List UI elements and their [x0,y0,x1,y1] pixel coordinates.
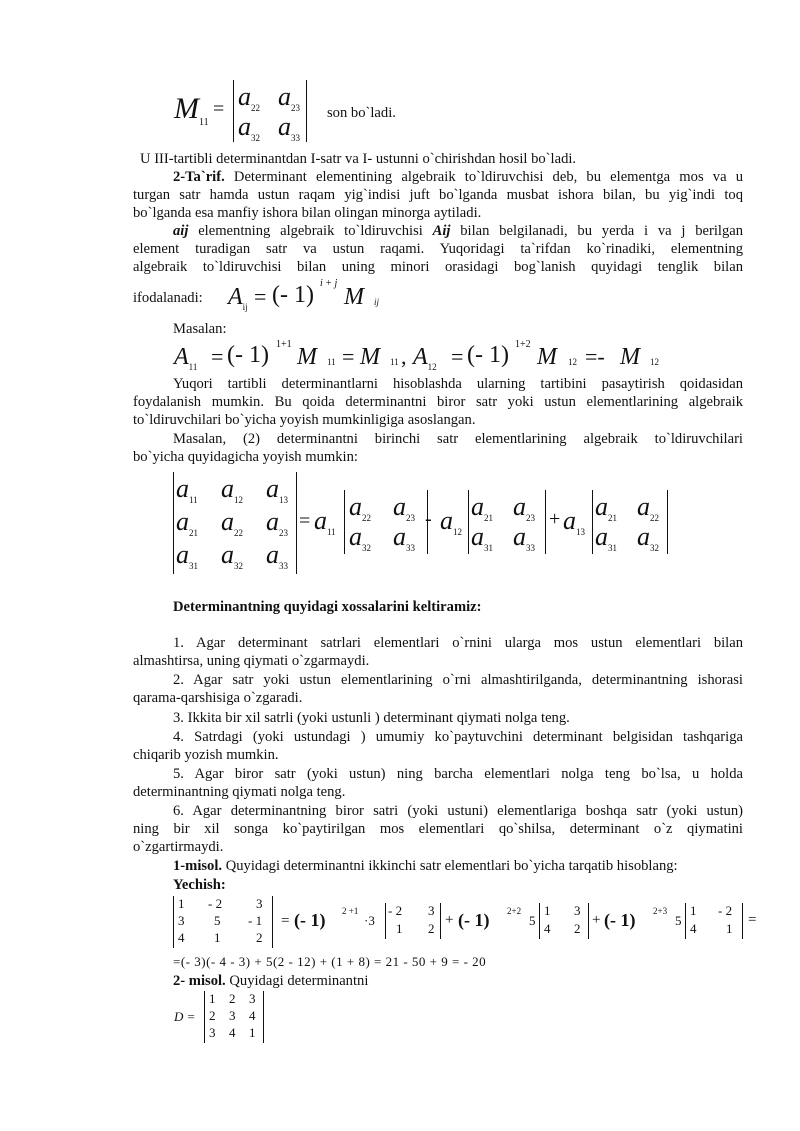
properties-heading: Determinantning quyidagi xossalarini keltiramiz: [173,599,482,615]
property-4-line-1: 4. Satrdagi (yoki ustundagi ) umumiy ko`paytuvchini determinant belgisidan tashqariga [173,729,743,745]
definition-2-line-1: 2-Ta`rif. Determinant elementining algebraik to`ldiruvchisi deb, bu elementga mos va u [173,169,743,185]
example-1-line: 1-misol. Quyidagi determinantni ikkinchi satr elementlari bo`yicha tarqatib hisoblang: [173,858,678,874]
definition-2-heading: 2-Ta`rif. [173,169,225,185]
example-1-determinant: 1 - 2 3 3 5 - 1 4 1 2 [173,896,273,948]
definition-2-line-2: turgan satr hamda ustun raqam yig`indisi juft bo`lganda musbat ishora bilan, bu yig`indi toq [133,187,743,203]
reduction-para-line-2: foydalanish mumkin. Bu qoida determinantni biror satr yoki ustun elementlarining algebraik [133,394,743,410]
definition-2-line-3: bo`lganda esa manfiy ishora bilan olingan minorga aytiladi. [133,205,482,221]
expansion-para-line-1: Masalan, (2) determinantni birinchi satr elementlarining algebraik to`ldiruvchilari [173,431,743,447]
example-1-minor-3: 1 - 2 4 1 [685,903,743,939]
example-1-heading: 1-misol. [173,858,223,874]
property-1-line-1: 1. Agar determinant satrlari elementlari o`rnini ularga mos ustun elementlari bilan [173,635,743,651]
reduction-para-line-3: to`ldiruvchilari bo`yicha yoyish mumkinligiga asoslangan. [133,412,476,428]
masalan-label: Masalan: [173,321,227,337]
property-2-line-2: qarama-qarshisiga o`zgaradi. [133,690,303,706]
property-1-line-2: almashtirsa, uning qiymati o`zgarmaydi. [133,653,370,669]
algebraic-complement-line-3: algebraik to`ldiruvchisi bilan uning minori orasidagi bog`lanish quyidagi tenglik bilan [133,259,743,275]
determinant-3x3: $a_{11}$ $a_{12}$ $a_{13}$ $a_{21}$ $a_{22}$ $a_{23}$ $a_{31}$ $a_{32}$ $a_{33}$ [173,472,297,574]
example-1-minor-1: - 2 3 1 2 [385,903,441,939]
determinant-d: 1 2 3 2 3 4 3 4 1 [204,991,264,1043]
document-page: $M_{11}$ = $a_{22}$ $a_{23}$ $a_{32}$ $a_{33}$ son bo`ladi. U III-tartibli determinantdan I-satr va I- ustunni o`chirishdan hosil bo`ladi. 2-Ta`rif. Determinant elementining algebraik to`ldiruvchisi deb, bu elementga mos va u turgan satr hamda ustun raqam yig`indisi juft bo`lganda musbat ishora bilan, bu yig`indi toq bo`lganda esa manfiy ishora bilan olingan minorga aytiladi. aij elementning algebraik to`ldiruvchisi Aij bilan belgilanadi, bu yerda i va j berilgan element turadigan satr va ustun raqami. Yuqoridagi ta`rifdan ko`rinadiki, elementning algebraik to`ldiruvchisi bilan uning minori orasidagi bog`lanish quyidagi tenglik bilan ifodalanadi: $A_{ij}$ = (- 1) i + j M ij Masalan: $A_{11}$ = (- 1) 1+1 M 11 = M 11 , $A_{12}$ = (- 1) 1+2 M 12 =- M 12 Yuqori tartibli determinantlarni hisoblashda ularning tartibini pasaytirish qoidasidan foydalanish mumkin. Bu qoida determinantni biror satr yoki ustun elementlarining algebraik to`ldiruvchilari bo`yicha yoyish mumkinligiga asoslangan. Masalan, (2) determinantni birinchi satr elementlarining algebraik to`ldiruvchilari bo`yicha quyidagicha yoyish mumkin: $a_{11}$ $a_{12}$ $a_{13}$ $a_{21}$ $a_{22}$ $a_{23}$ $a_{31}$ $a_{32}$ $a_{33}$ = $a_{11}$ $a_{22}$ $a_{23}$ $a_{32}$ $a_{33}$ - $a_{12}$ $a_{21}$ $a_{23}$ $a_{31}$ $a_{33}$ + $a_{13}$ $a_{21}$ $a_{22}$ $a_{31}$ $a_{32}$ Determinantning quyidagi xossalarini keltiramiz: 1. Agar determinant satrlari elementlari o`rnini ularga mos ustun elementlari bilan almashtirsa, uning qiymati o`zgarmaydi. 2. Agar satr yoki ustun elementlarining o`rni almashtirilganda, determinantning ishorasi qarama-qarshisiga o`zgaradi. 3. Ikkita bir xil satrli (yoki ustunli ) determinant qiymati nolga teng. 4. Satrdagi (yoki ustundagi ) umumiy ko`paytuvchini determinant belgisidan tashqariga chiqarib yozish mumkin. 5. Agar biror satr (yoki ustun) ning barcha elementlari nolga teng bo`lsa, u holda determinantning qiymati nolga teng. 6. Agar determinantning biror satri (yoki ustuni) elementlariga boshqa satr (yoki ustun) ning bir xil songa ko`paytirilgan mos elementlari qo`shilsa, determinant o`z qiymatini o`zgartirmaydi. 1-misol. Quyidagi determinantni ikkinchi satr elementlari bo`yicha tarqatib hisoblang: Yechish: 1 - 2 3 3 5 - 1 4 1 2 = (- 1) 2 +1 ·3 - 2 3 1 2 + (- 1) 2+2 5 1 3 4 2 + (- 1) 2+3 5 1 - 2 4 1 = =(- 3)(- 4 - 3) + 5(2 - 12) + (1 + 8) = 21 - 50 + 9 = - 20 2- misol. Quyidagi determinantni D = 1 2 3 2 3 4 3 4 1 [0,0,800,1131]
son-boladi-text: son bo`ladi. [327,105,396,121]
minor-det-2: $a_{21}$ $a_{23}$ $a_{31}$ $a_{33}$ [468,490,546,554]
example-1-minor-2: 1 3 4 2 [539,903,589,939]
example-1-result: =(- 3)(- 4 - 3) + 5(2 - 12) + (1 + 8) = 21 - 50 + 9 = - 20 [173,954,487,969]
property-6-line-1: 6. Agar determinantning biror satri (yoki ustuni) elementlariga boshqa satr (yoki ustun) [173,803,743,819]
determinant-2x2: $a_{22}$ $a_{23}$ $a_{32}$ $a_{33}$ [233,80,307,142]
expansion-para-line-2: bo`yicha quyidagicha yoyish mumkin: [133,449,358,465]
minor-det-1: $a_{22}$ $a_{23}$ $a_{32}$ $a_{33}$ [344,490,428,554]
reduction-para-line-1: Yuqori tartibli determinantlarni hisoblashda ularning tartibini pasaytirish qoidasidan [173,376,743,392]
property-6-line-2: ning bir xil songa ko`paytirilgan mos elementlari qo`shilsa, determinant o`z qiymatini [133,821,743,837]
algebraic-complement-line-1: aij elementning algebraik to`ldiruvchisi Aij bilan belgilanadi, bu yerda i va j berilgan [173,223,744,239]
example-2-heading: 2- misol. [173,973,226,989]
solution-label: Yechish: [173,877,226,893]
example-2-line: 2- misol. Quyidagi determinantni [173,973,369,989]
property-6-line-3: o`zgartirmaydi. [133,839,224,855]
algebraic-complement-line-2: element turadigan satr va ustun raqami. Yuqoridagi ta`rifdan ko`rinadiki, elementning [133,241,743,257]
property-4-line-2: chiqarib yozish mumkin. [133,747,279,763]
ifodalanadi-text: ifodalanadi: [133,290,203,306]
property-2-line-1: 2. Agar satr yoki ustun elementlarining o`rni almashtirilganda, determinantning ishorasi [173,672,743,688]
property-5-line-2: determinantning qiymati nolga teng. [133,784,346,800]
minor-det-3: $a_{21}$ $a_{22}$ $a_{31}$ $a_{32}$ [592,490,668,554]
minor-explanation: U III-tartibli determinantdan I-satr va I- ustunni o`chirishdan hosil bo`ladi. [140,151,577,167]
property-3: 3. Ikkita bir xil satrli (yoki ustunli ) determinant qiymati nolga teng. [173,710,570,726]
property-5-line-1: 5. Agar biror satr (yoki ustun) ning barcha elementlari nolga teng bo`lsa, u holda [173,766,743,782]
